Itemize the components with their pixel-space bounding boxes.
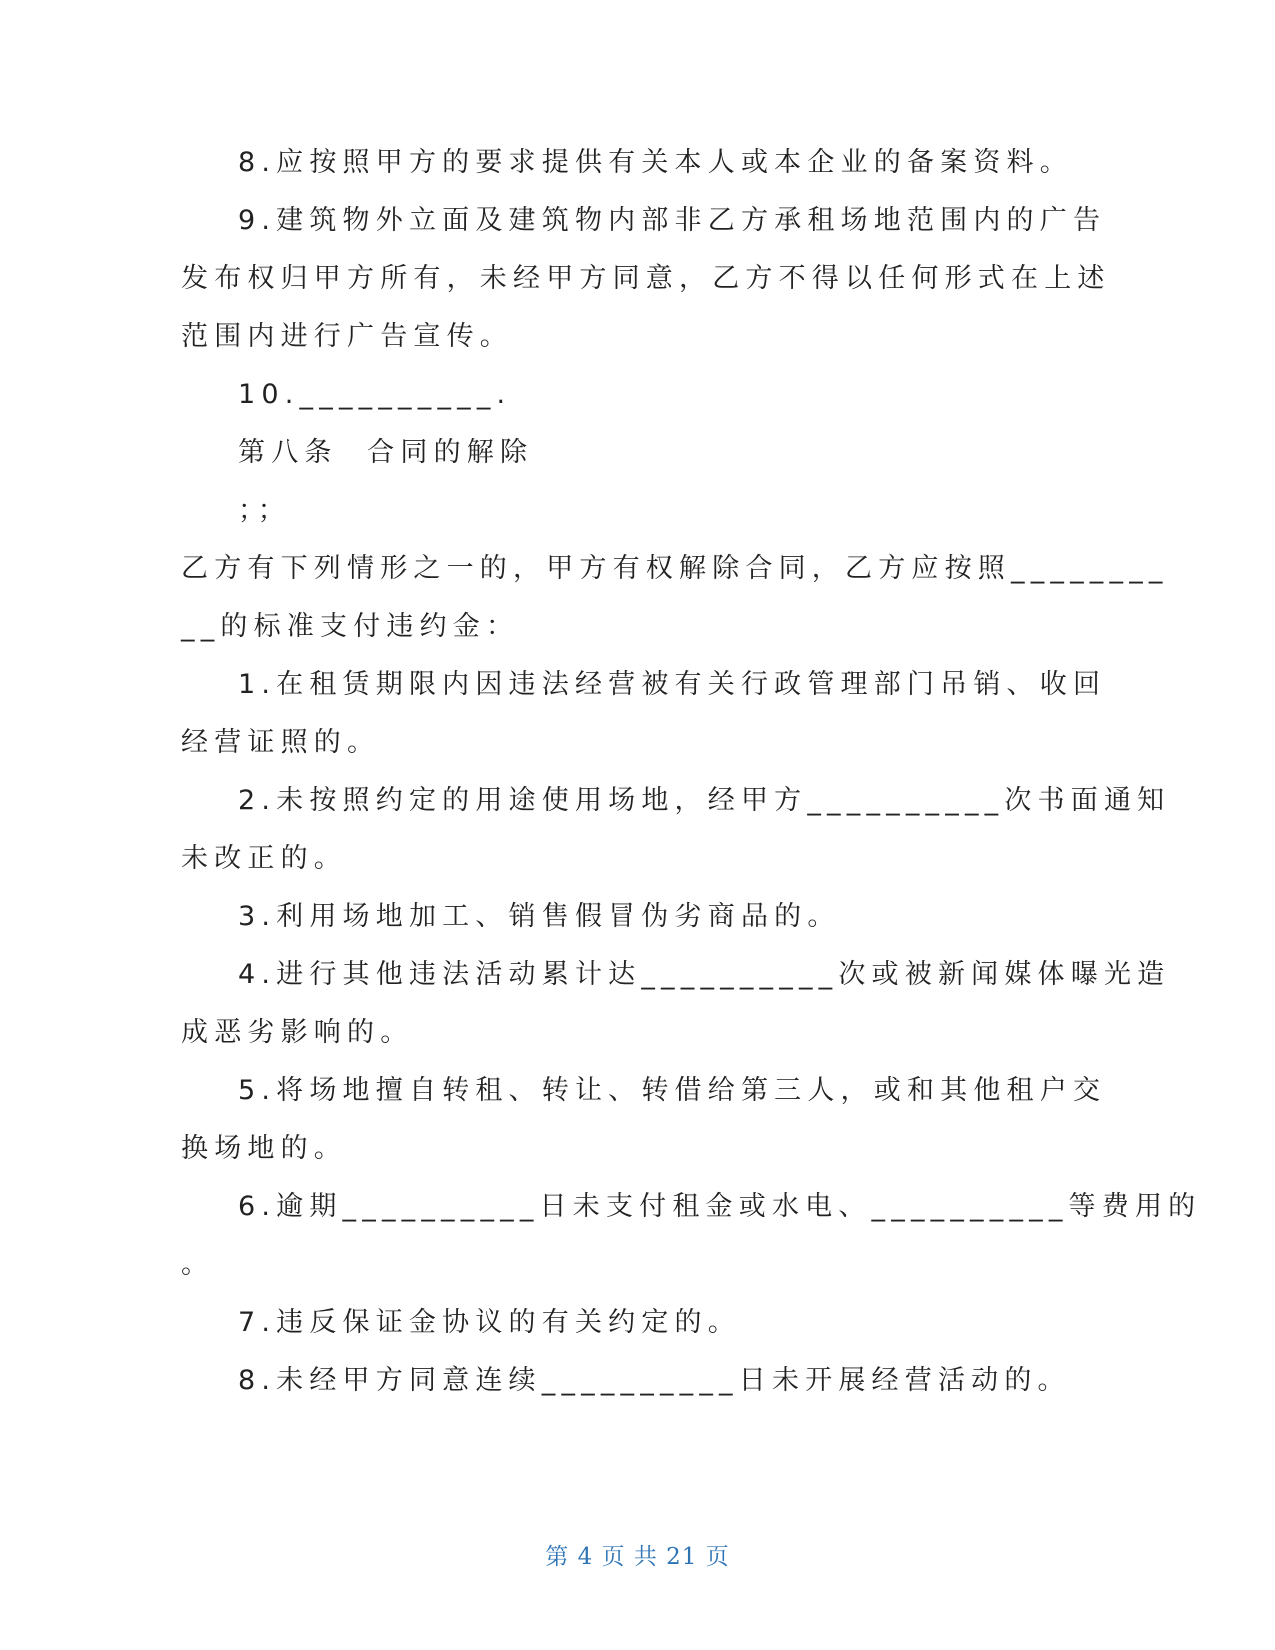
text-line: __的标准支付违约金： [181, 611, 520, 642]
text-line: 经营证照的。 [181, 727, 381, 758]
text-line: 1.在租赁期限内因违法经营被有关行政管理部门吊销、收回 [238, 669, 1107, 700]
text-line: 8.未经甲方同意连续__________日未开展经营活动的。 [238, 1365, 1071, 1396]
text-line: 成恶劣影响的。 [181, 1017, 414, 1048]
section-heading: 第八条 合同的解除 [238, 437, 534, 468]
text-line: 5.将场地擅自转租、转让、转借给第三人，或和其他租户交 [238, 1075, 1107, 1106]
text-line: 发布权归甲方所有，未经甲方同意，乙方不得以任何形式在上述 [181, 263, 1111, 294]
text-line: 乙方有下列情形之一的，甲方有权解除合同，乙方应按照________ [181, 553, 1169, 584]
text-line: 换场地的。 [181, 1133, 347, 1164]
text-line: 9.建筑物外立面及建筑物内部非乙方承租场地范围内的广告 [238, 205, 1107, 236]
text-line: 8.应按照甲方的要求提供有关本人或本企业的备案资料。 [238, 147, 1073, 178]
text-line: 6.逾期__________日未支付租金或水电、__________等费用的 [238, 1191, 1202, 1222]
text-line: 10.__________. [238, 379, 512, 410]
text-line: ；； [238, 495, 291, 526]
text-line: 范围内进行广告宣传。 [181, 321, 513, 352]
text-line: 2.未按照约定的用途使用场地，经甲方__________次书面通知 [238, 785, 1171, 816]
text-line: 未改正的。 [181, 843, 347, 874]
text-line: 。 [181, 1249, 215, 1280]
text-line: 7.违反保证金协议的有关约定的。 [238, 1307, 741, 1338]
text-line: 3.利用场地加工、销售假冒伪劣商品的。 [238, 901, 841, 932]
page-number-footer: 第 4 页 共 21 页 [545, 1544, 730, 1570]
text-line: 4.进行其他违法活动累计达__________次或被新闻媒体曝光造 [238, 959, 1171, 990]
